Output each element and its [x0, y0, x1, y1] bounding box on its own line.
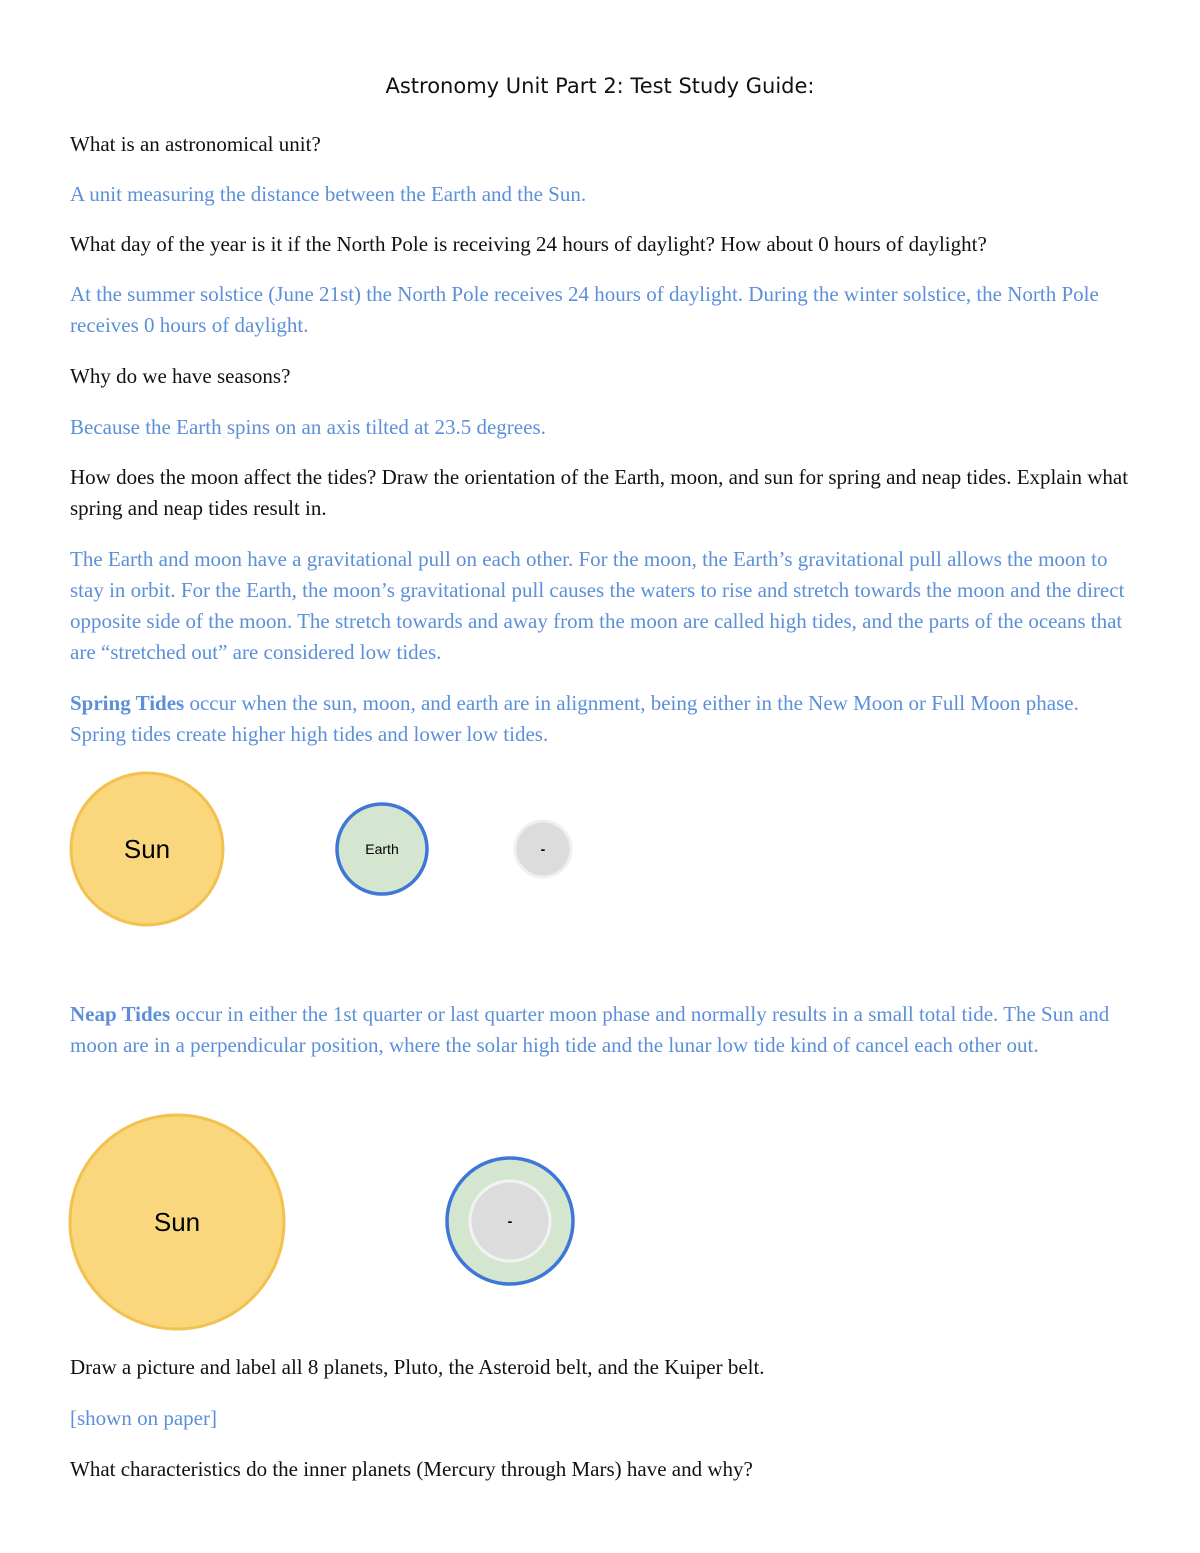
- question-6: What characteristics do the inner planets (Mercury through Mars) have and why?: [70, 1457, 753, 1481]
- neap-tides-text: occur in either the 1st quarter or last quarter moon phase and normally results in a small total tide. The Sun and moon are in a perpendicular position, where the solar high tide and the lunar low tide kind of cancel each other out.: [70, 1002, 1110, 1057]
- neap-sun: [70, 1115, 284, 1329]
- spring-sun: [71, 773, 223, 925]
- spring-earth-label: Earth: [365, 841, 399, 857]
- spring-tides-text: occur when the sun, moon, and earth are in alignment, being either in the New Moon or Full Moon phase. Spring tides create higher high tides and lower low tides.: [70, 691, 1079, 746]
- page-title: Astronomy Unit Part 2: Test Study Guide:: [385, 74, 815, 98]
- question-1: What is an astronomical unit?: [70, 132, 321, 156]
- neap-tides-diagram: [0, 1105, 1200, 1340]
- answer-4: The Earth and moon have a gravitational pull on each other. For the moon, the Earth’s gravitational pull allows the moon to stay in orbit. For the Earth, the moon’s gravitational pull causes the waters to rise and stretch towards the moon and the direct opposite side of the moon. The stretch towards and away from the moon are called high tides, and the parts of the oceans that are “stretched out” are considered low tides.: [70, 547, 1125, 664]
- neap-moon: [470, 1181, 550, 1261]
- answer-5: [shown on paper]: [70, 1406, 217, 1430]
- spring-moon-label: -: [540, 841, 546, 857]
- spring-tides-paragraph: [70, 688, 1135, 750]
- neap-moon-label: -: [507, 1213, 513, 1229]
- question-3: Why do we have seasons?: [70, 364, 291, 388]
- neap-sun-label: Sun: [153, 1207, 201, 1237]
- answer-3: Because the Earth spins on an axis tilted at 23.5 degrees.: [70, 415, 546, 439]
- question-2: What day of the year is it if the North Pole is receiving 24 hours of daylight? How about 0 hours of daylight?: [70, 232, 987, 256]
- answer-2: At the summer solstice (June 21st) the North Pole receives 24 hours of daylight. During the winter solstice, the North Pole receives 0 hours of daylight.: [70, 282, 1099, 337]
- neap-tides-paragraph: [70, 999, 1135, 1061]
- question-4: How does the moon affect the tides? Draw the orientation of the Earth, moon, and sun for spring and neap tides. Explain what spring and neap tides result in.: [70, 465, 1129, 520]
- neap-tides-term: Neap Tides: [70, 1002, 171, 1026]
- question-5: Draw a picture and label all 8 planets, Pluto, the Asteroid belt, and the Kuiper belt.: [70, 1355, 765, 1379]
- spring-tides-diagram: [0, 760, 1200, 940]
- spring-sun-label: Sun: [123, 834, 171, 864]
- spring-tides-term: Spring Tides: [70, 691, 185, 715]
- spring-moon: [515, 821, 571, 877]
- answer-1: A unit measuring the distance between the Earth and the Sun.: [70, 182, 587, 206]
- spring-earth: [337, 804, 427, 894]
